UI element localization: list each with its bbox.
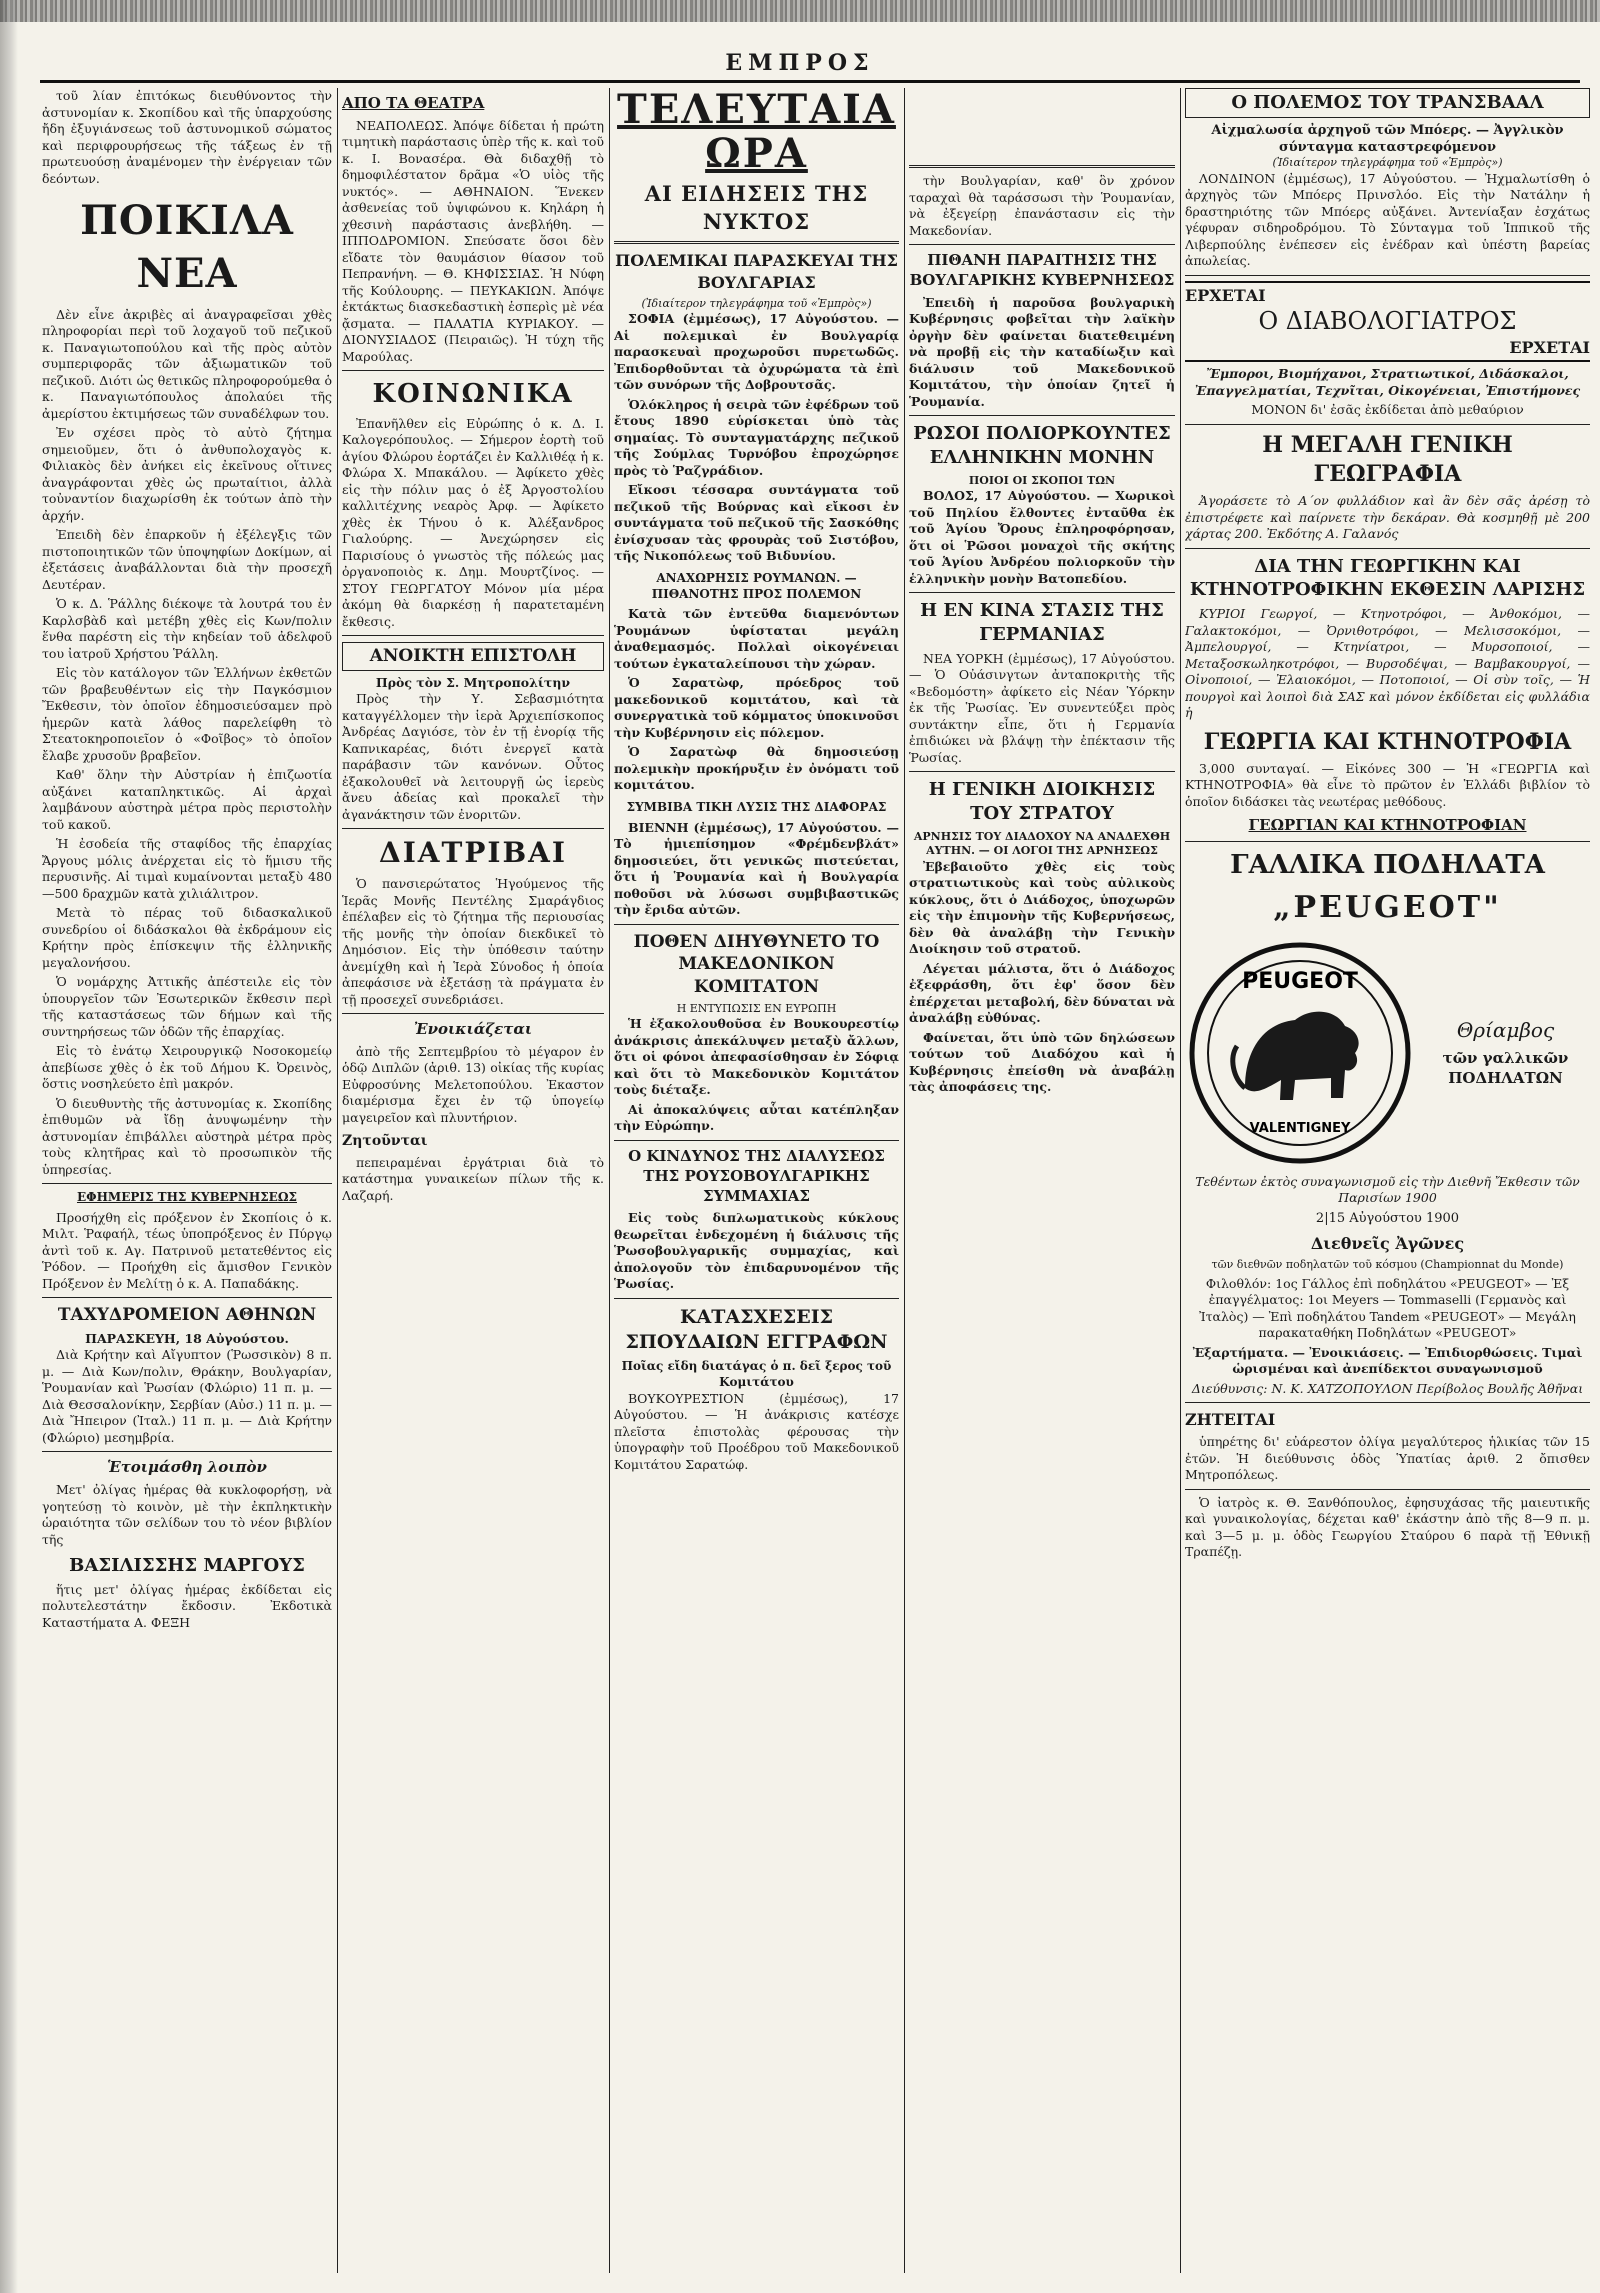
wanted-text: πεπειραμέναι ἐργάτριαι διὰ τὸ κατάστημα γυναικείων πίλων τῆς κ. Λαζαρή.	[342, 1154, 604, 1203]
divider	[342, 1013, 604, 1014]
article-heading: ΚΑΤΑΣΧΕΣΕΙΣ ΣΠΟΥΔΑΙΩΝ ΕΓΓΡΑΦΩΝ	[625, 1305, 888, 1353]
bicycle-dealer: Διεύθυνσις: Ν. Κ. ΧΑΤΖΟΠΟΥΛΟΝ Περίβολος Βουλῆς Ἀθῆναι	[1191, 1380, 1584, 1396]
article-heading: Η ΓΕΝΙΚΗ ΔΙΟΙΚΗΣΙΣ ΤΟΥ ΣΤΡΑΤΟΥ	[928, 779, 1156, 824]
theatre-text: ΝΕΑΠΟΛΕΩΣ. Ἀπόψε δίδεται ἡ πρώτη τιμητικὴ παράστασις ὑπὲρ τῆς κ. καὶ τοῦ κ. Ι. Βονασέρα. Θὰ διδαχθῇ τὸ δημοφιλέστατον δρᾶμα «Ὁ υἱὸς τῆς νυκτός». — ΑΘΗΝΑΙΟΝ. Ἕνεκεν ἀσθενείας τοῦ ὑψιφώνου κ. Κηλάρη ἡ χθεσινὴ παράστασις ἀνεβλήθη. — ΙΠΠΟΔΡΟΜΙΟΝ. Σπεύσατε ὅσοι δὲν εἴδατε τὸν θαυμάσιον θίασον τοῦ Πεπρανήνη. — Θ. ΚΗΦΙΣΣΙΑΣ. Ἡ Νύφη τῆς Κούλουρης. — ΠΕΥΚΑΚΙΩΝ. Ἀπόψε ἐκτάκτως διασκεδαστικὴ ἑσπερὶς μὲ νέα ᾄσματα. — ΠΑΛΑΤΙΑ ΚΥΡΙΑΚΟΥ. — ΔΙΟΝΥΣΙΑΔΟΣ (Πειραιῶς). Ἡ τύχη τῆς Μαρούλας.	[342, 117, 604, 364]
column-rule	[904, 88, 905, 2273]
article-text: Εἴκοσι τέσσαρα συντάγματα τοῦ πεζικοῦ τῆς Βούρνας καὶ εἴκοσι ἐν συντάγματα τοῦ πεζικοῦ τῆς Σασκόθης ἐνίσχυσαν τὰς φρουρὰς τοῦ Σιστόβου, τῆς Νικοπόλεως τοῦ Βιδυνίου.	[614, 482, 899, 564]
devil-ad	[1185, 281, 1590, 363]
article-heading: ΠΟΛΕΜΙΚΑΙ ΠΑΡΑΣΚΕΥΑΙ ΤΗΣ ΒΟΥΛΓΑΡΙΑΣ	[615, 251, 898, 292]
article-subheading: Η ΕΝΤΥΠΩΣΙΣ ΕΝ ΕΥΡΩΠΗ	[676, 1001, 837, 1015]
column-rule	[1180, 88, 1181, 2273]
divider	[909, 165, 1175, 168]
devil-ad-text: Ἔμποροι, Βιομήχανοι, Στρατιωτικοί, Διδάσκαλοι, Ἐπαγγελματίαι, Τεχνῖται, Οἰκογένειαι, Ἐπιστήμονες	[1194, 366, 1581, 398]
devil-ad-top: ΕΡΧΕΤΑΙ	[1185, 285, 1266, 305]
headline-sub: ΑΙ ΕΙΔΗΣΕΙΣ ΤΗΣ ΝΥΚΤΟΣ	[644, 181, 869, 234]
divider	[909, 771, 1175, 772]
article-heading: Ο ΚΙΝΔΥΝΟΣ ΤΗΣ ΔΙΑΛΥΣΕΩΣ ΤΗΣ ΡΟΥΣΟΒΟΥΛΓΑΡΙΚΗΣ ΣΥΜΜΑΧΙΑΣ	[628, 1146, 885, 1205]
article-subheading: ΑΡΝΗΣΙΣ ΤΟΥ ΔΙΑΔΟΧΟΥ ΝΑ ΑΝΑΔΕΧΘΗ ΑΥΤΗΝ. — ΟΙ ΛΟΓΟΙ ΤΗΣ ΑΡΝΗΣΕΩΣ	[913, 829, 1171, 858]
letter-addressee: Πρὸς τὸν Σ. Μητροπολίτην	[375, 674, 571, 690]
news-item: Καθ' ὅλην τὴν Αὐστρίαν ἡ ἐπιζωοτία αὐξάνει καταπληκτικῶς. Αἱ ἀρχαὶ λαμβάνουν αὐστηρὰ μέτρα πρὸς περιστολὴν τοῦ κακοῦ.	[42, 767, 332, 832]
post-text: Διὰ Κρήτην καὶ Αἴγυπτον (Ῥωσσικὸν) 8 π. μ. — Διὰ Κων/πολιν, Θράκην, Βουλγαρίαν, Ῥουμανίαν καὶ Ῥωσίαν (Φλώριο) 11 π. μ. — Διὰ Θεσσαλονίκην, Σερβίαν (Αὐσ.) 11 π. μ. — Διὰ Ἤπειρον (Ἰταλ.) 11 π. μ. — Διὰ Κρήτην (Φλώριο) μεσημβρία.	[42, 1347, 332, 1445]
article-text: ΒΟΥΚΟΥΡΕΣΤΙΟΝ (ἐμμέσως), 17 Αὐγούστου. — Ἡ ἀνάκρισις κατέσχε πλεῖστα ἐπιστολὰς φέρουσας τὴν ὑπογραφὴν τοῦ Προέδρου τοῦ Μακεδονικοῦ Κομιτάτου Σαρατώφ.	[614, 1390, 899, 1472]
scan-edge-left	[0, 0, 18, 2293]
news-item: Μετὰ τὸ πέρας τοῦ διδασκαλικοῦ συνεδρίου οἱ διδάσκαλοι θὰ ἐκδράμουν εἰς Κρήτην πρὸς ἐπίσκεψιν τῆς ἑλληνικῆς μεγαλονήσου.	[42, 905, 332, 970]
agriculture-ad-footer: ΓΕΩΡΓΙΑΝ ΚΑΙ ΚΤΗΝΟΤΡΟΦΙΑΝ	[1248, 816, 1527, 835]
column-4	[909, 88, 1175, 2273]
letter-heading: ΑΝΟΙΚΤΗ ΕΠΙΣΤΟΛΗ	[342, 642, 604, 670]
agriculture-ad-text: 3,000 συνταγαί. — Εἰκόνες 300 — Ἡ «ΓΕΩΡΓΙΑ καὶ ΚΤΗΝΟΤΡΟΦΙΑ» θὰ εἶνε τὸ πρῶτον ἐν Ἑλλάδι βιβλίον τὸ ὁποῖον διδάσκει τὰς νεωτέρας μεθόδους.	[1185, 760, 1590, 809]
article-subheading: ΠΟΙΟΙ ΟΙ ΣΚΟΠΟΙ ΤΩΝ	[968, 473, 1116, 487]
article-text: Ἡ ἐξακολουθοῦσα ἐν Βουκουρεστίῳ ἀνάκρισις ἀπεκάλυψεν μεταξὺ ἄλλων, ὅτι οἱ φόνοι ἀπεφασίσθησαν ἐν Σόφιᾳ καὶ ὅτι τὸ Μακεδονικὸν Κομιτάτον τοὺς διέταξε.	[614, 1016, 899, 1098]
doctor-ad: Ὁ ἰατρὸς κ. Θ. Ξανθόπουλος, ἐφησυχάσας τῆς μαιευτικῆς καὶ γυναικολογίας, δέχεται καθ' ἑκάστην ἀπὸ τῆς 8—9 π. μ. καὶ 3—5 μ. μ. ὁδὸς Γεωργίου Σταύρου 6 παρὰ τῇ Ἐθνικῇ Τραπέζῃ.	[1185, 1494, 1590, 1560]
bicycle-ad-body	[1185, 932, 1590, 1174]
divider	[42, 1297, 332, 1298]
diatribe-text: Ὁ πανσιερώτατος Ἡγούμενος τῆς Ἱερᾶς Μονῆς Πεντέλης Σμαράγδιος ἐπέλαβεν εἰς τὸ ζήτημα τῆς περιουσίας τῆς μονῆς τὴν ὁποίαν διεκδικεῖ τὸ Δημόσιον. Εἰς τὴν ὑπόθεσιν ταύτην ἀνεμίχθη καὶ ἡ Ἱερὰ Σύνοδος ἡ ὁποία ἀπεφάσισε νὰ ἐξετάσῃ τὰ πράγματα ἐν τῇ προσεχεῖ συνεδριάσει.	[342, 876, 604, 1007]
divider	[42, 1451, 332, 1452]
post-date: ΠΑΡΑΣΚΕΥΗ, 18 Αὐγούστου.	[85, 1330, 289, 1346]
bicycle-ad-title: ΓΑΛΛΙΚΑ ΠΟΔΗΛΑΤΑ	[1230, 849, 1545, 880]
triumph-sub: τῶν γαλλικῶν ΠΟΔΗΛΑΤΩΝ	[1442, 1049, 1569, 1087]
divider	[614, 924, 899, 925]
sought-heading: ΖΗΤΕΙΤΑΙ	[1185, 1410, 1276, 1430]
divider	[1185, 548, 1590, 549]
bicycle-ad-text: Τεθέντων ἐκτὸς συναγωνισμοῦ εἰς τὴν Διεθνῆ Ἔκθεσιν τῶν Παρισίων 1900	[1195, 1173, 1580, 1206]
theatre-heading: ΑΠΟ ΤΑ ΘΕΑΤΡΑ	[342, 94, 485, 112]
emblem-brand: PEUGEOT	[1242, 968, 1358, 994]
divider	[342, 828, 604, 829]
race-winners: Φιλοθλόν: 1ος Γάλλος ἐπὶ ποδηλάτου «PEUGEOT» — Ἐξ ἐπαγγέλματος: 1οι Meyers — Tommaselli (Γερμανὸς καὶ Ἰταλὸς) — Ἐπὶ ποδηλάτου Tandem «PEUGEOT» — Μεγάλη παρακαταθήκη Ποδηλάτων «PEUGEOT»	[1199, 1275, 1576, 1341]
article-text: ΒΙΕΝΝΗ (ἐμμέσως), 17 Αὐγούστου. — Τὸ ἡμιεπίσημον «Φρέμδενβλάτ» δημοσιεύει, ὅτι γενικῶς πιστεύεται, ὅτι ἡ Ῥουμανία καὶ ἡ Βουλγαρία ποθοῦσι νὰ λύσωσι συμβιβαστικῶς τὴν ἔριδα αὐτῶν.	[614, 819, 899, 918]
rent-text: ἀπὸ τῆς Σεπτεμβρίου τὸ μέγαρον ἐν ὁδῷ Διπλῶν (ἀριθ. 13) οἰκίας τῆς κυρίας Εὐφροσύνης Μελετοπούλου. Ἐκαστον διαμέρισμα ἔχει ἐν τῷ ὑπογείῳ μαγειρεῖον καὶ πλυντήριον.	[342, 1043, 604, 1125]
article-text: ΒΟΛΟΣ, 17 Αὐγούστου. — Χωρικοὶ τοῦ Πηλίου ἔλθοντες ἐνταῦθα ἐκ τοῦ Ἁγίου Ὄρους ἐπληροφόρησαν, ὅτι οἱ Ῥῶσοι μοναχοὶ τῆς σκήτης τοῦ Ἁγίου Ἀνδρέου πολιορκοῦν τὴν ἑλληνικὴν μονὴν Βατοπεδίου.	[909, 488, 1175, 586]
agriculture-ad-title: ΓΕΩΡΓΙΑ ΚΑΙ ΚΤΗΝΟΤΡΟΦΙΑ	[1203, 728, 1572, 755]
divider	[342, 635, 604, 636]
ad-text: ἥτις μετ' ὀλίγας ἡμέρας ἐκδίδεται εἰς πολυτελεστάτην ἔκδοσιν. Ἐκδοτικὰ Καταστήματα Α. ΦΕΞΗ	[42, 1581, 332, 1630]
news-item: Ἐπειδὴ δὲν ἐπαρκοῦν ἡ ἐξέλεγξις τῶν πιστοποιητικῶν τῶν ὑποψηφίων Δοκίμων, αἱ ἐξετάσεις ἀναβάλλονται διὰ τὴν προσεχῆ Δευτέραν.	[42, 527, 332, 592]
article-text: Φαίνεται, ὅτι ὑπὸ τῶν δηλώσεων τούτων τοῦ Διαδόχου καὶ ἡ Κυβέρνησις ἐπείσθη νὰ ἀναβάλῃ τὰς ἀποφάσεις της.	[909, 1029, 1175, 1095]
column-5	[1185, 88, 1590, 2273]
devil-ad-text: ΜΟΝΟΝ δι' ἐσᾶς ἐκδίδεται ἀπὸ μεθαύριον	[1251, 402, 1524, 418]
divider	[1185, 424, 1590, 425]
news-item: Ὁ διευθυντὴς τῆς ἀστυνομίας κ. Σκοπίδης ἐπιθυμῶν νὰ ἴδῃ ἀνυψωμένην τὴν ἀστυνομίαν ἐπιβάλλει αὐστηρὰ μέτρα πρὸς τοὺς κλητῆρας καὶ τὸ προσωπικὸν τῆς ὑπηρεσίας.	[42, 1095, 332, 1177]
news-item: Ἡ ἐσοδεία τῆς σταφίδος τῆς ἐπαρχίας Ἄργους μόλις ἀνέρχεται εἰς τὸ ἥμισυ τῆς περυσινῆς. Αἱ τιμαὶ κυμαίνονται μεταξὺ 480—500 δραχμῶν κατὰ χιλιάλιτρον.	[42, 836, 332, 901]
article-heading: Η ΕΝ ΚΙΝΑ ΣΤΑΣΙΣ ΤΗΣ ΓΕΡΜΑΝΙΑΣ	[920, 600, 1164, 645]
social-heading: ΚΟΙΝΩΝΙΚΑ	[372, 379, 574, 410]
wanted-heading: Ζητοῦνται	[342, 1133, 428, 1150]
intro-paragraph: τοῦ λίαν ἐπιτόκως διευθύνοντος τὴν ἀστυνομίαν κ. Σκοπίδου καὶ τῆς ὑπαρχούσης ἤδη ἐξυγιάνσεως τοῦ ἀστυνομικοῦ σώματος καὶ περιφρουρήσεως τῆς τάξεως ἐν τῇ πρωτευούσῃ ἀναμένομεν τὴν ἐνέργειαν τῶν δεόντων.	[42, 88, 332, 186]
column-rule	[609, 88, 610, 2273]
ad-heading: Ἑτοιμάσθη λοιπὸν	[107, 1458, 267, 1477]
telegram-source: (Ἰδιαίτερον τηλεγράφημα τοῦ «Ἐμπρὸς»)	[641, 296, 872, 310]
bicycle-brand: „PEUGEOT"	[1273, 890, 1502, 926]
triumph-label: Θρίαμβος	[1456, 1017, 1555, 1042]
war-text: ΛΟΝΔΙΝΟΝ (ἐμμέσως), 17 Αὐγούστου. — Ἠχμαλωτίσθη ὁ ἀρχηγὸς τῶν Μπόερς Πρινσλόο. Εἰς τὴν Νατάλην ἡ δραστηριότης τῶν Μπόερς αὐξάνει. Ἀντενίαξαν ἐσχάτως γέφυραν σιδηροδρόμου. Τὸ Σύνταγμα τοῦ Ἱππικοῦ τῆς Λιβερπούλης ἐνέπεσεν εἰς ἐνέδραν καὶ ὑπέστη βαρείας ἀπωλείας.	[1185, 170, 1590, 269]
news-item: Ὁ κ. Δ. Ῥάλλης διέκοψε τὰ λουτρά του ἐν Καρλσβὰδ καὶ μετέβη χθὲς εἰς Κων/πολιν ἕνθα παρέστη εἰς τὴν κηδείαν τοῦ ἀδελφοῦ του ἰατροῦ Χρήστου Ῥάλλη.	[42, 596, 332, 661]
telegram-source: (Ἰδιαίτερον τηλεγράφημα τοῦ «Ἐμπρὸς»)	[1272, 156, 1503, 170]
article-text: τὴν Βουλγαρίαν, καθ' ὃν χρόνον ταραχαὶ θὰ ταράσσωσι τὴν Ῥουμανίαν, νὰ ἐξεγείρῃ ἐπανάστασιν εἰς τὴν Μακεδονίαν.	[909, 173, 1175, 238]
letter-text: Πρὸς τὴν Υ. Σεβασμιότητα καταγγέλλομεν τὴν ἱερὰ Ἀρχιεπίσκοπος Ἀνδρέας Δαγιόσε, τὸν ἐν τῇ ἐνορίᾳ τῆς Καπνικαρέας, διότι ἐνεργεῖ κατὰ παράβασιν τῶν κανόνων. Οὗτος ἐξακολουθεῖ νὰ λειτουργῇ ὡς ἱερεὺς ἄνευ ἀδείας καὶ προκαλεῖ τὴν ἀγανάκτησιν τῶν ἐνοριτῶν.	[342, 691, 604, 822]
devil-ad-bottom: ΕΡΧΕΤΑΙ	[1509, 338, 1590, 358]
bicycle-prices: Ἐξαρτήματα. — Ἐνοικιάσεις. — Ἐπιδιορθώσεις. Τιμαὶ ὡρισμέναι καὶ ἀνεπίδεκτοι συναγωνισμοῦ	[1192, 1344, 1583, 1377]
race-date: 2|15 Αὐγούστου 1900	[1315, 1210, 1460, 1226]
news-item: Εἰς τὸ ἐνάτῳ Χειρουργικῷ Νοσοκομείῳ ἀπεβίωσε χθὲς ὁ ἐκ τοῦ Δήμου Κ. Ὀρεινὸς, ὅστις νοσηλεύετο ἐπὶ μακρόν.	[42, 1043, 332, 1092]
emblem-town: VALENTIGNEY	[1249, 1120, 1351, 1136]
devil-ad-title: Ο ΔΙΑΒΟΛΟΓΙΑΤΡΟΣ	[1258, 306, 1517, 335]
headline-space	[909, 88, 1175, 160]
gazette-text: Προσήχθη εἰς πρόξενον ἐν Σκοπίοις ὁ κ. Μιλτ. Ῥαφαήλ, τέως ὑποπρόξενος ἐν Πύργῳ ἀντὶ τοῦ κ. Αγ. Πατρινοῦ μετατεθέντος εἰς Ῥόδον. — Προήχθη εἰς ἄμισθον Γενικὸν Πρόξενον ἐν Μελίτῃ ὁ κ. Α. Παπαδάκης.	[42, 1209, 332, 1291]
news-item: Ὁ νομάρχης Ἀττικῆς ἀπέστειλε εἰς τὸν ὑπουργεῖον τῶν Ἐσωτερικῶν ἔκθεσιν περὶ τῆς καταστάσεως τῶν δήμων καὶ τῆς συντηρήσεως τῶν ὁδῶν τῆς ἐπαρχίας.	[42, 974, 332, 1039]
article-text: ΝΕΑ ΥΟΡΚΗ (ἐμμέσως), 17 Αὐγούστου. — Ὁ Οὐάσινγτων ἀνταποκριτὴς τῆς «Βεδομόστη» ἀφίκετο εἰς Νέαν Ὑόρκην ἐκ τῆς Ῥωσίας. Ἐν συνεντεύξει πρὸς συντάκτην εἶπε, ὅτι ἡ Γερμανία ἐπιδιώκει νὰ βλάψῃ τὴν ἐπέκτασιν τῆς Ῥωσίας.	[909, 650, 1175, 765]
article-text: Ἐπειδὴ ἡ παροῦσα βουλγαρικὴ Κυβέρνησις φοβεῖται τὴν λαϊκὴν ὀργὴν δὲν φαίνεται διατεθειμένη νὰ προβῇ εἰς τὴν καταδίωξιν καὶ διάλυσιν τοῦ Μακεδονικοῦ Κομιτάτου, τὴν ὁποίαν ζητεῖ ἡ Ῥουμανία.	[909, 294, 1175, 409]
article-subheading: ΑΝΑΧΩΡΗΣΙΣ ΡΟΥΜΑΝΩΝ. — ΠΙΘΑΝΟΤΗΣ ΠΡΟΣ ΠΟΛΕΜΟΝ	[651, 570, 862, 601]
article-heading: ΠΟΘΕΝ ΔΙΗΥΘΥΝΕΤΟ ΤΟ ΜΑΚΕΔΟΝΙΚΟΝ ΚΟΜΙΤΑΤΟΝ	[633, 931, 880, 997]
bicycle-ad-side	[1421, 1017, 1590, 1089]
divider	[1185, 1489, 1590, 1490]
war-subheading: Αἰχμαλωσία ἀρχηγοῦ τῶν Μπόερς. — Ἀγγλικὸν σύνταγμα καταστρεφόμενον	[1211, 122, 1564, 155]
divider	[1185, 841, 1590, 842]
article-text: Λέγεται μάλιστα, ὅτι ὁ Διάδοχος ἐξεφράσθη, ὅτι ἐφ' ὅσον δὲν ἐπέρχεται μεταβολή, δὲν δύναται νὰ ἀναλάβῃ εὐθύνας.	[909, 960, 1175, 1026]
diatribe-heading: ΔΙΑΤΡΙΒΑΙ	[378, 836, 568, 870]
divider	[42, 1183, 332, 1184]
article-subheading: ΣΥΜΒΙΒΑ ΤΙΚΗ ΛΥΣΙΣ ΤΗΣ ΔΙΑΦΟΡΑΣ	[626, 799, 887, 814]
exhibition-ad-title: ΔΙΑ ΤΗΝ ΓΕΩΡΓΙΚΗΝ ΚΑΙ ΚΤΗΝΟΤΡΟΦΙΚΗΝ ΕΚΘΕΣΙΝ ΛΑΡΙΣΗΣ	[1189, 555, 1586, 601]
news-item: Δὲν εἶνε ἀκριβὲς αἱ ἀναγραφεῖσαι χθὲς πληροφορίαι περὶ τοῦ λοχαγοῦ τοῦ πεζικοῦ κ. Παναγιωτοπούλου καὶ τῆς πρὸς αὐτὸν συμπεριφορᾶς τῶν ἀξιωματικῶν τοῦ πεζικοῦ. Διότι ὡς θετικῶς πληροφορούμεθα ὁ κ. Παναγιωτόπουλος ἀπολαύει τῆς ἀμερίστου ἐκτιμήσεως τῶν συναδέλφων του.	[42, 306, 332, 421]
scan-edge-top	[0, 0, 1600, 22]
article-heading: ΡΩΣΟΙ ΠΟΛΙΟΡΚΟΥΝΤΕΣ ΕΛΛΗΝΙΚΗΝ ΜΟΝΗΝ	[913, 423, 1171, 468]
divider	[1185, 1402, 1590, 1403]
article-text: Ὁ Σαρατὼφ θὰ δημοσιεύσῃ πολεμικὴν προκήρυξιν ἐν ὀνόματι τοῦ κομιτάτου.	[614, 744, 899, 793]
war-heading: Ο ΠΟΛΕΜΟΣ ΤΟΥ ΤΡΑΝΣΒΑΑΛ	[1185, 88, 1590, 118]
divider	[909, 244, 1175, 245]
column-rule	[337, 88, 338, 2273]
article-text: Ὁ Σαρατὼφ, πρόεδρος τοῦ μακεδονικοῦ κομιτάτου, καὶ τὰ συνεργατικὰ τοῦ κόμματος ὑποκινοῦσι τὴν Κυβέρνησιν εἰς πόλεμον.	[614, 675, 899, 740]
article-text: Ὁλόκληρος ἡ σειρὰ τῶν ἐφέδρων τοῦ ἔτους 1890 εὑρίσκεται ὑπὸ τὰς σημαίας. Τὸ συνταγματάρχης πεζικοῦ τῆς Σούμλας Τυρνόβου ἐπροχώρησε πρὸς τὸ Ῥαζγράδιον.	[614, 396, 899, 478]
exhibition-ad-text: ΚΥΡΙΟΙ Γεωργοί, — Κτηνοτρόφοι, — Ἀνθοκόμοι, — Γαλακτοκόμοι, — Ὀρνιθοτρόφοι, — Μελισσοκόμοι, — Ἀμπελουργοί, — Κτηνίατροι, — Μυρσοποιοί, — Μεταξοσκωληκοτρόφοι, — Βυρσοδέψαι, — Βαμβακουργοί, — Οἰνοποιοί, — Ἐλαιοκόμοι, — Ποτοποιοί, — Οἱ σὺν τοῖς, — Ἡ πουργοὶ καὶ λοιποὶ διὰ ΣΑΣ καὶ μόνον ἐκδίδεται εἰς φυλλάδια ἡ	[1185, 606, 1590, 721]
social-text: Ἐπανῆλθεν εἰς Εὐρώπης ὁ κ. Δ. Ι. Καλογερόπουλος. — Σήμερον ἑορτὴ τοῦ ἁγίου Φλώρου ἑορτάζει ἐν Καλλιθέᾳ ἡ κ. Φλώρα Χ. Μπακάλου. — Ἀφίκετο χθὲς εἰς τὴν πόλιν μας ὁ ἐξ Ἀργοστολίου καλλιτέχνης νεαρὸς Ἀρφ. — Ἀφίκετο χθὲς ἐκ Τήνου ὁ κ. Ἀλέξανδρος Γιαλούρης. — Ἀνεχώρησεν εἰς Παρισίους ὁ γνωστὸς τῆς πόλεώς μας ὀργανοποιὸς κ. Δημ. Μουρτζίνος. — ΣΤΟΥ ΓΕΩΡΓΑΤΟΥ Μόνον μία μέρα ἀκόμη θὰ διαρκέσῃ ἡ παρατεταμένη ἔκθεσις.	[342, 415, 604, 629]
rent-heading: Ἐνοικιάζεται	[413, 1020, 533, 1038]
race-title: Διεθνεῖς Ἀγῶνες	[1310, 1233, 1465, 1253]
article-text: Αἱ ἀποκαλύψεις αὗται κατέπληξαν τὴν Εὐρώπην.	[614, 1101, 899, 1134]
article-text: Κατὰ τῶν ἐντεῦθα διαμενόντων Ῥουμάνων ὑφίσταται μεγάλη ἀναθεμασμός. Πολλαὶ οἰκογένειαι τούτων ἐγκαταλείπουσι τὴν χώραν.	[614, 606, 899, 671]
post-heading: ΤΑΧΥΔΡΟΜΕΙΟΝ ΑΘΗΝΩΝ	[57, 1305, 317, 1326]
divider	[614, 241, 899, 244]
divider	[342, 370, 604, 371]
column-3	[614, 88, 899, 2273]
sought-text: ὑπηρέτης δι' εὐάρεστον ὀλίγα μεγαλύτερος ἡλικίας τῶν 15 ἐτῶν. Ἡ διεύθυνσις ὁδὸς Ὑπατίας ἀριθ. 2 ὄπισθεν Μητροπόλεως.	[1185, 1434, 1590, 1483]
news-item: Εἰς τὸν κατάλογον τῶν Ἑλλήνων ἐκθετῶν τῶν βραβευθέντων εἰς τὴν Παγκόσμιον Ἔκθεσιν, τὸν ὁποῖον ἐδημοσιεύσαμεν πρὸ ἡμερῶν κατὰ λάθος παρελείφθη τὸ Στεατοκηροποιεῖον ὁ «Φοῖβος» τὸ ὁποῖον ἔλαβε χρυσοῦν βραβεῖον.	[42, 665, 332, 763]
ad-text: Μετ' ὀλίγας ἡμέρας θὰ κυκλοφορήσῃ, νὰ γοητεύσῃ τὸ κοινὸν, μὲ τὴν ἐκπληκτικὴν ὡραιότητα τῶν σελίδων του τὸ νέον βιβλίον τῆς	[42, 1482, 332, 1547]
article-subheading: Ποῖας εἴδη διατάγας ὁ π. δεῖ ξερος τοῦ Κομιτάτου	[621, 1359, 892, 1389]
divider	[1185, 275, 1590, 276]
masthead-rule	[40, 80, 1580, 83]
book-title: ΒΑΣΙΛΙΣΣΗΣ ΜΑΡΓΟΥΣ	[69, 1555, 305, 1577]
divider	[909, 415, 1175, 416]
divider	[614, 1298, 899, 1299]
article-heading: ΠΙΘΑΝΗ ΠΑΡΑΙΤΗΣΙΣ ΤΗΣ ΒΟΥΛΓΑΡΙΚΗΣ ΚΥΒΕΡΝΗΣΕΩΣ	[909, 251, 1175, 289]
news-item: Ἐν σχέσει πρὸς τὸ αὐτὸ ζήτημα σημειοῦμεν, ὅτι ὁ ἀνθυπολοχαγὸς κ. Φιλιακὸς δὲν ἀνήκει εἰς ἐκεῖνους οἵτινες ἀναγράφονται χθὲς ὡς πρωταίτιοι, ἀλλὰ τοὐναντίον διαχωρίσθη ἐκ τούτων ἀπὸ τὴν ἀρχήν.	[42, 425, 332, 523]
lion-emblem-icon	[1185, 938, 1415, 1168]
article-text: Εἰς τοὺς διπλωματικοὺς κύκλους θεωρεῖται ἐνδεχομένη ἡ διάλυσις τῆς Ῥωσοβουλγαρικῆς συμμαχίας, καὶ ἀπολογοῦν τὸν ἐπιδαρυνομένον τῆς Ῥωσίας.	[614, 1210, 899, 1292]
gazette-heading: ΕΦΗΜΕΡΙΣ ΤΗΣ ΚΥΒΕΡΝΗΣΕΩΣ	[76, 1190, 297, 1205]
masthead: ΕΜΠΡΟΣ	[725, 50, 875, 76]
section-title: ΠΟΙΚΙΛΑ ΝΕΑ	[80, 197, 294, 297]
geography-ad-title: Η ΜΕΓΑΛΗ ΓΕΝΙΚΗ ΓΕΩΓΡΑΦΙΑ	[1262, 431, 1513, 487]
geography-ad-text: Ἀγοράσετε τὸ Α΄ον φυλλάδιον καὶ ἂν δὲν σᾶς ἀρέσῃ τὸ ἐπιστρέφετε καὶ παίρνετε τὴν δεκάραν. Θὰ κοσμηθῇ μὲ 200 χάρτας 200. Ἐκδότης Α. Γαλανός	[1185, 493, 1590, 542]
column-2	[342, 88, 604, 2273]
article-text: ΣΟΦΙΑ (ἐμμέσως), 17 Αὐγούστου. — Αἱ πολεμικαὶ ἐν Βουλγαρίᾳ παρασκευαὶ προχωροῦσι πυρετωδῶς. Ἐπιδορθοῦνται τὰ ὀχυρώματα τὰ ἐπὶ τῶν συνόρων τῆς Δοβρουτσᾶς.	[614, 311, 899, 393]
race-text: τῶν διεθνῶν ποδηλατῶν τοῦ κόσμου (Championnat du Monde)	[1211, 1258, 1564, 1272]
headline: ΤΕΛΕΥΤΑΙΑ ΩΡΑ	[617, 88, 896, 177]
column-1	[42, 88, 332, 2273]
divider	[614, 1140, 899, 1141]
divider	[909, 592, 1175, 593]
article-text: Ἐβεβαιοῦτο χθὲς εἰς τοὺς στρατιωτικοὺς καὶ τοὺς αὐλικοὺς κύκλους, ὅτι ὁ Διάδοχος, ὑποχωρῶν εἰς τὴν ἐπιμονὴν τῆς Κυβερνήσεως, δὲν θὰ ἀναλάβῃ τὴν Γενικὴν Διοίκησιν τοῦ στρατοῦ.	[909, 858, 1175, 957]
